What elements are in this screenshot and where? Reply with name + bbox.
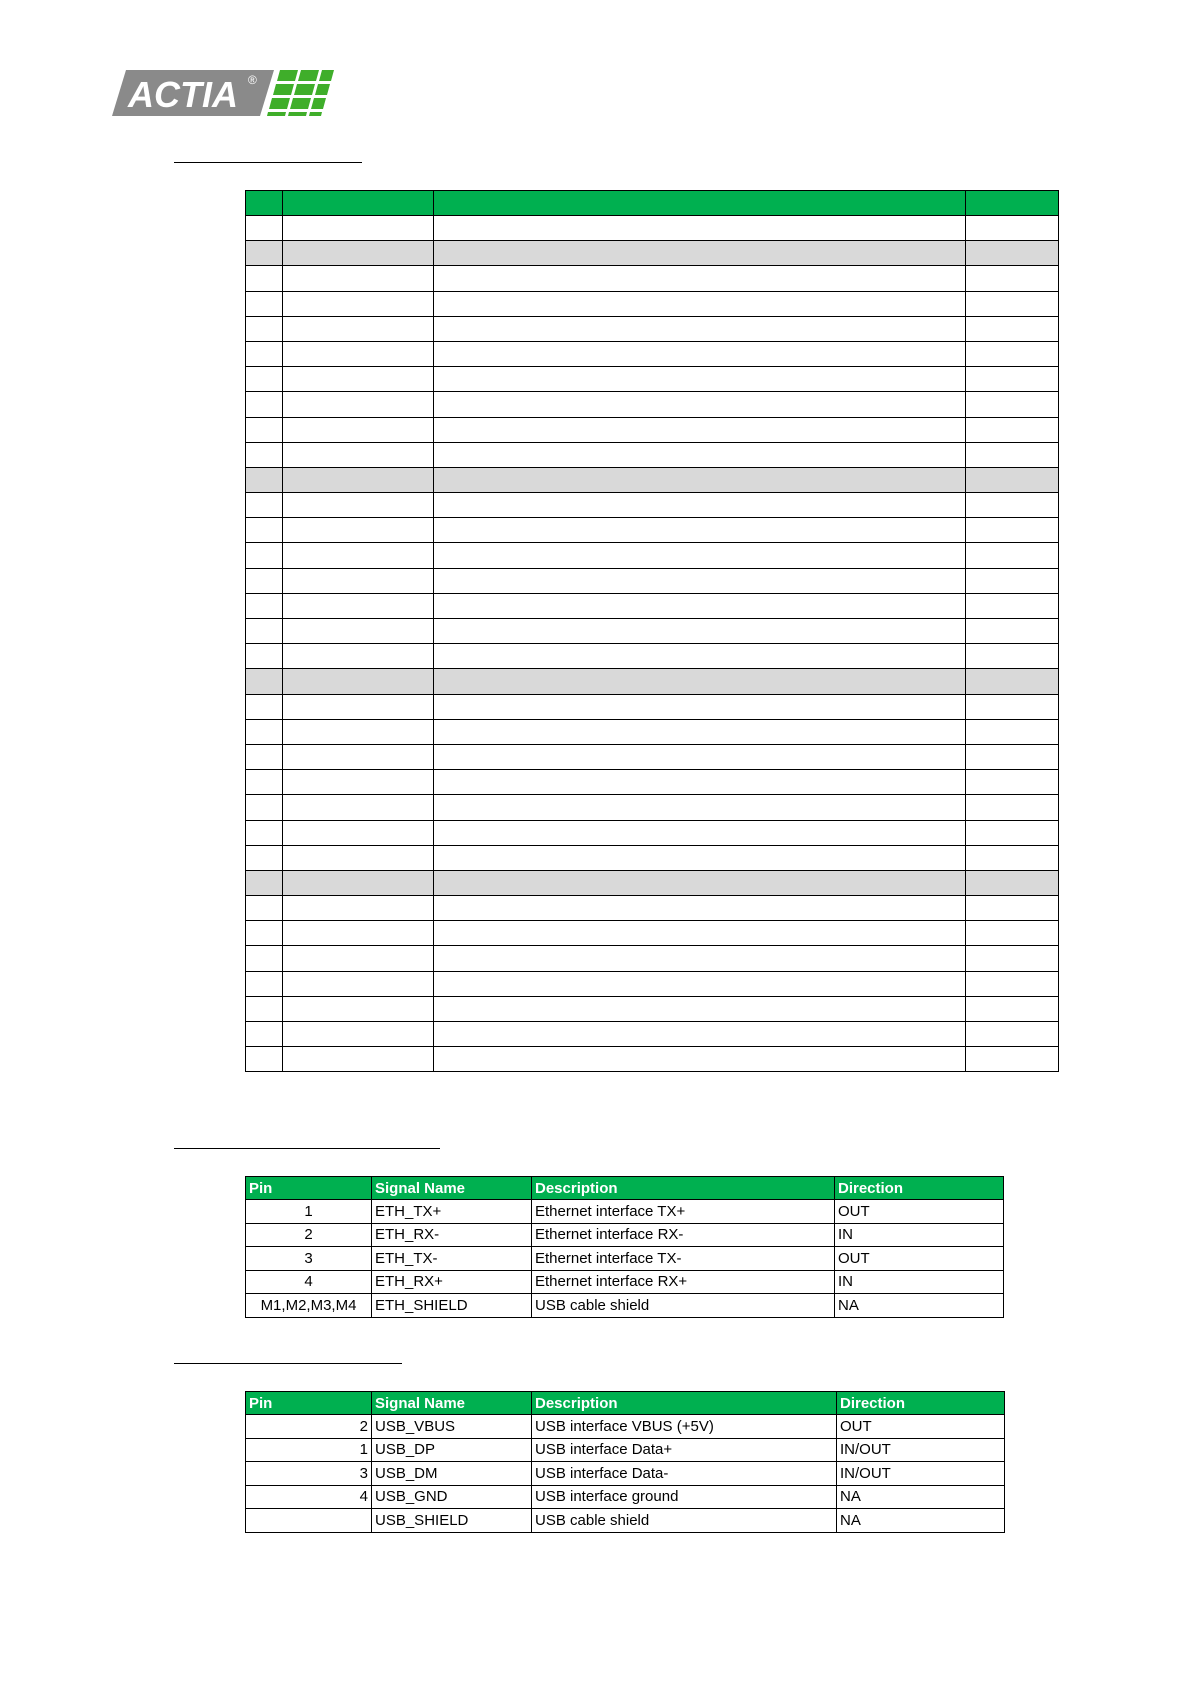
pinout-table-row	[246, 694, 1059, 719]
table-row	[246, 1415, 1005, 1439]
header-description: Description	[532, 1392, 837, 1415]
pinout-table-row	[246, 241, 1059, 266]
pinout-table-row	[246, 467, 1059, 492]
pinout-table-row	[246, 896, 1059, 921]
cell-description: USB interface Data+	[532, 1438, 837, 1462]
table-row	[246, 1270, 1004, 1294]
header-description: Description	[532, 1177, 835, 1200]
cell-pin: 3	[246, 1247, 372, 1271]
pinout-table-row	[246, 719, 1059, 744]
cell-description: USB interface ground	[532, 1485, 837, 1509]
pinout-table-row	[246, 971, 1059, 996]
pinout-table-row	[246, 392, 1059, 417]
cell-description: Ethernet interface TX+	[532, 1200, 835, 1224]
cell-signal-name: ETH_SHIELD	[372, 1294, 532, 1318]
pinout-table-row	[246, 619, 1059, 644]
cell-pin: 1	[246, 1200, 372, 1224]
pinout-table-header	[246, 191, 1059, 216]
usb-table-header	[246, 1392, 1005, 1415]
pinout-table-row	[246, 266, 1059, 291]
header-signal-name: Signal Name	[372, 1177, 532, 1200]
logo-registered-mark: ®	[248, 73, 257, 87]
pinout-table-row	[246, 417, 1059, 442]
cell-signal-name: USB_VBUS	[372, 1415, 532, 1439]
pinout-table-row	[246, 593, 1059, 618]
table-row	[246, 1438, 1005, 1462]
pinout-table-row	[246, 543, 1059, 568]
cell-description: USB interface VBUS (+5V)	[532, 1415, 837, 1439]
cell-description: USB interface Data-	[532, 1462, 837, 1486]
cell-signal-name: ETH_TX+	[372, 1200, 532, 1224]
table-row	[246, 1294, 1004, 1318]
table-row	[246, 1247, 1004, 1271]
cell-direction: IN/OUT	[837, 1462, 1005, 1486]
section-heading-rule-2	[174, 1148, 440, 1149]
cell-pin	[246, 1509, 372, 1533]
cell-direction: OUT	[835, 1200, 1004, 1224]
usb-connector-table	[245, 1391, 1005, 1533]
pinout-table-row	[246, 820, 1059, 845]
pinout-table-row	[246, 442, 1059, 467]
pinout-table-row	[246, 291, 1059, 316]
pinout-table-row	[246, 669, 1059, 694]
header-pin: Pin	[246, 1392, 372, 1415]
header-pin: Pin	[246, 1177, 372, 1200]
cell-description: USB cable shield	[532, 1509, 837, 1533]
cell-description: Ethernet interface TX-	[532, 1247, 835, 1271]
table-row	[246, 1462, 1005, 1486]
pinout-table-row	[246, 744, 1059, 769]
cell-pin: 2	[246, 1415, 372, 1439]
header-signal-name: Signal Name	[372, 1392, 532, 1415]
cell-pin: M1,M2,M3,M4	[246, 1294, 372, 1318]
pinout-table-row	[246, 921, 1059, 946]
pinout-table-row	[246, 1022, 1059, 1047]
pinout-table-row	[246, 845, 1059, 870]
pinout-table-row	[246, 1047, 1059, 1072]
pinout-table-row	[246, 316, 1059, 341]
table-row	[246, 1485, 1005, 1509]
pinout-table-row	[246, 216, 1059, 241]
pinout-table-row	[246, 996, 1059, 1021]
cell-signal-name: ETH_RX+	[372, 1270, 532, 1294]
cell-signal-name: USB_DM	[372, 1462, 532, 1486]
cell-pin: 4	[246, 1270, 372, 1294]
cell-pin: 1	[246, 1438, 372, 1462]
header-direction: Direction	[837, 1392, 1005, 1415]
cell-direction: NA	[837, 1509, 1005, 1533]
table-row	[246, 1509, 1005, 1533]
ethernet-connector-table	[245, 1176, 1004, 1318]
pinout-table-row	[246, 946, 1059, 971]
cell-signal-name: USB_DP	[372, 1438, 532, 1462]
pinout-table	[245, 190, 1059, 1072]
pinout-table-row	[246, 644, 1059, 669]
cell-description: Ethernet interface RX-	[532, 1223, 835, 1247]
pinout-table-row	[246, 367, 1059, 392]
cell-signal-name: ETH_RX-	[372, 1223, 532, 1247]
cell-direction: IN/OUT	[837, 1438, 1005, 1462]
pinout-table-row	[246, 770, 1059, 795]
pinout-table-row	[246, 568, 1059, 593]
pinout-table-row	[246, 795, 1059, 820]
cell-direction: NA	[835, 1294, 1004, 1318]
table-row	[246, 1223, 1004, 1247]
cell-signal-name: ETH_TX-	[372, 1247, 532, 1271]
pinout-table-row	[246, 341, 1059, 366]
cell-direction: IN	[835, 1223, 1004, 1247]
pinout-table-row	[246, 518, 1059, 543]
section-heading-rule-3	[174, 1363, 402, 1364]
pinout-table-row	[246, 870, 1059, 895]
section-heading-rule-1	[174, 162, 362, 163]
cell-signal-name: USB_SHIELD	[372, 1509, 532, 1533]
cell-direction: IN	[835, 1270, 1004, 1294]
cell-signal-name: USB_GND	[372, 1485, 532, 1509]
cell-direction: OUT	[835, 1247, 1004, 1271]
header-direction: Direction	[835, 1177, 1004, 1200]
ethernet-table-header	[246, 1177, 1004, 1200]
cell-pin: 4	[246, 1485, 372, 1509]
actia-logo	[112, 68, 334, 118]
logo-text: ACTIA	[128, 74, 238, 115]
cell-direction: OUT	[837, 1415, 1005, 1439]
pinout-table-row	[246, 493, 1059, 518]
cell-description: Ethernet interface RX+	[532, 1270, 835, 1294]
cell-description: USB cable shield	[532, 1294, 835, 1318]
table-row	[246, 1200, 1004, 1224]
cell-pin: 3	[246, 1462, 372, 1486]
cell-pin: 2	[246, 1223, 372, 1247]
cell-direction: NA	[837, 1485, 1005, 1509]
